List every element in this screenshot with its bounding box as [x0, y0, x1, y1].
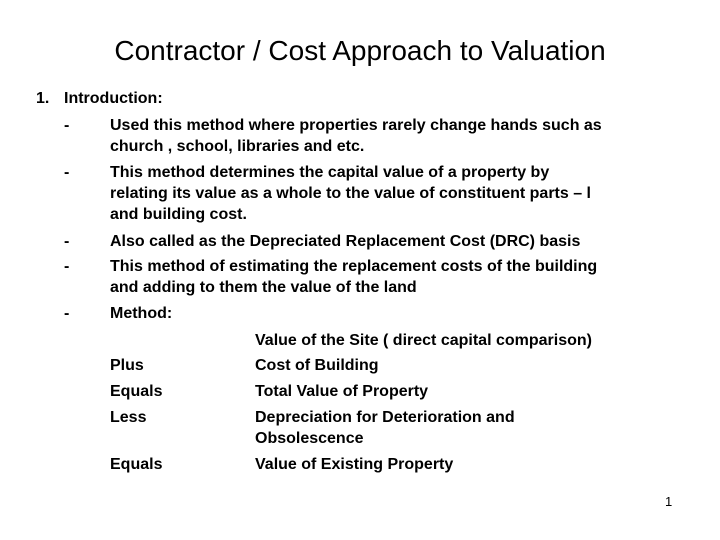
method-row-4-text-line-1: Depreciation for Deterioration and — [255, 409, 515, 426]
bullet-marker: - — [64, 164, 70, 181]
bullet-1-line-2: church , school, libraries and etc. — [110, 138, 365, 155]
bullet-marker: - — [64, 233, 70, 250]
bullet-5-line-1: Method: — [110, 305, 173, 322]
method-row-4-text-line-2: Obsolescence — [255, 430, 364, 447]
method-row-5-op: Equals — [110, 456, 163, 473]
bullet-2-line-3: and building cost. — [110, 206, 247, 223]
bullet-4-line-1: This method of estimating the replacement costs of the building — [110, 258, 598, 275]
bullet-4-line-2: and adding to them the value of the land — [110, 279, 417, 296]
bullet-2-line-2: relating its value as a whole to the value of constituent parts – l — [110, 185, 591, 202]
method-row-2-text: Cost of Building — [255, 357, 379, 374]
bullet-2-line-1: This method determines the capital value of a property by — [110, 164, 550, 181]
method-row-4-op: Less — [110, 409, 147, 426]
method-row-3-text: Total Value of Property — [255, 383, 429, 400]
section-number: 1. — [36, 90, 50, 107]
bullet-3-line-1: Also called as the Depreciated Replacement Cost (DRC) basis — [110, 233, 581, 250]
page-number: 1 — [665, 494, 673, 509]
method-row-1-text: Value of the Site ( direct capital comparison) — [255, 332, 592, 349]
bullet-1-line-1: Used this method where properties rarely change hands such as — [110, 117, 602, 134]
method-row-3-op: Equals — [110, 383, 163, 400]
method-row-5-text: Value of Existing Property — [255, 456, 454, 473]
bullet-marker: - — [64, 117, 70, 134]
bullet-marker: - — [64, 258, 70, 275]
bullet-marker: - — [64, 305, 70, 322]
method-row-2-op: Plus — [110, 357, 144, 374]
slide-title: Contractor / Cost Approach to Valuation — [114, 35, 606, 66]
section-title: Introduction: — [64, 90, 163, 107]
